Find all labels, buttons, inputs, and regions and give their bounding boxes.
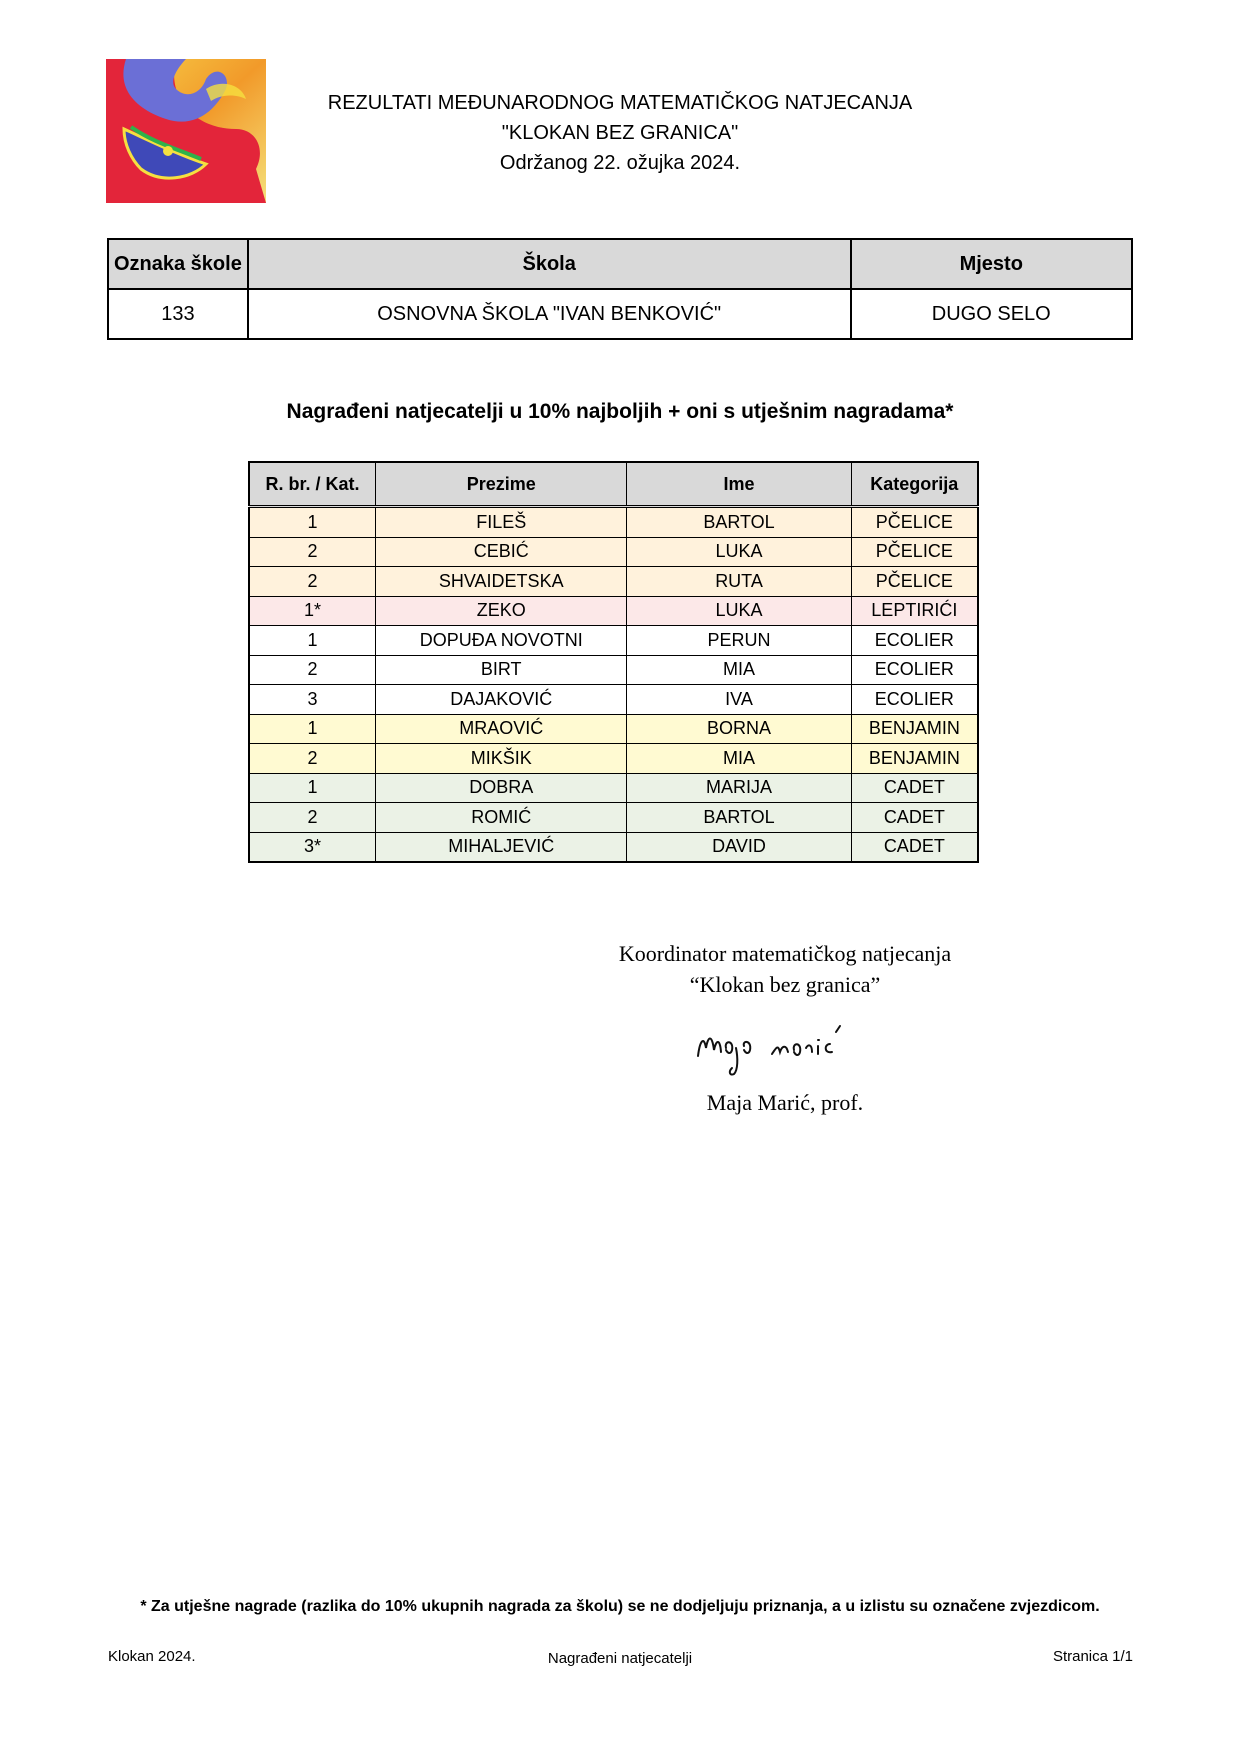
footer-center: Nagrađeni natjecatelji (547, 1650, 693, 1667)
school-name: OSNOVNA ŠKOLA "IVAN BENKOVIĆ" (248, 289, 851, 339)
table-row (249, 507, 978, 538)
table-row (249, 744, 978, 774)
category-cell: BENJAMIN (851, 714, 978, 744)
surname-cell: FILEŠ (376, 507, 627, 538)
header-school-code: Oznaka škole (108, 239, 248, 289)
category-cell: LEPTIRIĆI (851, 596, 978, 626)
category-cell: ECOLIER (851, 685, 978, 715)
first-name-cell: MIA (627, 655, 851, 685)
table-row (249, 685, 978, 715)
header-line-1: REZULTATI MEĐUNARODNOG MATEMATIČKOG NATJECANJA (327, 92, 913, 114)
rank-cell: 2 (249, 744, 376, 774)
table-row (249, 803, 978, 833)
document-header (300, 88, 940, 178)
category-cell: CADET (851, 832, 978, 862)
rank-cell: 2 (249, 537, 376, 567)
category-cell: PČELICE (851, 507, 978, 538)
first-name-cell: BORNA (627, 714, 851, 744)
rank-cell: 3 (249, 685, 376, 715)
first-name-cell: LUKA (627, 537, 851, 567)
table-row (249, 537, 978, 567)
handwritten-signature (690, 1018, 890, 1078)
header-school-name: Škola (248, 239, 851, 289)
table-row (249, 626, 978, 656)
rank-cell: 1 (249, 714, 376, 744)
surname-cell: DOPUĐA NOVOTNI (376, 626, 627, 656)
category-cell: CADET (851, 773, 978, 803)
section-title: Nagrađeni natjecatelji u 10% najboljih + oni s utješnim nagradama* (286, 400, 954, 423)
rank-cell: 2 (249, 567, 376, 597)
table-row (249, 596, 978, 626)
header-category: Kategorija (851, 462, 978, 507)
first-name-cell: MARIJA (627, 773, 851, 803)
winners-table (248, 461, 979, 863)
rank-cell: 1 (249, 626, 376, 656)
category-cell: BENJAMIN (851, 744, 978, 774)
rank-cell: 2 (249, 655, 376, 685)
footer-left: Klokan 2024. (108, 1648, 196, 1665)
category-cell: ECOLIER (851, 626, 978, 656)
first-name-cell: DAVID (627, 832, 851, 862)
winners-header-row (249, 462, 978, 507)
rank-cell: 1 (249, 507, 376, 538)
first-name-cell: BARTOL (627, 507, 851, 538)
first-name-cell: BARTOL (627, 803, 851, 833)
coordinator-line-1: Koordinator matematičkog natjecanja (618, 941, 952, 966)
table-row (249, 567, 978, 597)
coordinator-line-2: “Klokan bez granica” (689, 972, 881, 997)
surname-cell: CEBIĆ (376, 537, 627, 567)
category-cell: CADET (851, 803, 978, 833)
first-name-cell: MIA (627, 744, 851, 774)
school-table (107, 238, 1133, 340)
rank-cell: 2 (249, 803, 376, 833)
table-row (249, 773, 978, 803)
table-row (249, 832, 978, 862)
first-name-cell: LUKA (627, 596, 851, 626)
first-name-cell: PERUN (627, 626, 851, 656)
category-cell: PČELICE (851, 537, 978, 567)
table-row (249, 714, 978, 744)
category-cell: PČELICE (851, 567, 978, 597)
coordinator-title (560, 938, 1010, 1000)
first-name-cell: RUTA (627, 567, 851, 597)
surname-cell: MIHALJEVIĆ (376, 832, 627, 862)
surname-cell: DAJAKOVIĆ (376, 685, 627, 715)
category-cell: ECOLIER (851, 655, 978, 685)
coordinator-name: Maja Marić, prof. (706, 1090, 864, 1115)
rank-cell: 1 (249, 773, 376, 803)
footnote: * Za utješne nagrade (razlika do 10% ukupnih nagrada za školu) se ne dodjeljuju priznanja, a u izlistu su označene zvjezdicom. (140, 1598, 1100, 1615)
table-row (249, 655, 978, 685)
surname-cell: ZEKO (376, 596, 627, 626)
school-table-header-row (108, 239, 1132, 289)
footer-page-number: Stranica 1/1 (1052, 1648, 1133, 1665)
header-surname: Prezime (376, 462, 627, 507)
surname-cell: BIRT (376, 655, 627, 685)
surname-cell: MIKŠIK (376, 744, 627, 774)
header-first-name: Ime (627, 462, 851, 507)
school-table-row (108, 289, 1132, 339)
kangaroo-logo-icon (106, 59, 266, 203)
school-place: DUGO SELO (851, 289, 1132, 339)
surname-cell: SHVAIDETSKA (376, 567, 627, 597)
header-school-place: Mjesto (851, 239, 1132, 289)
surname-cell: MRAOVIĆ (376, 714, 627, 744)
first-name-cell: IVA (627, 685, 851, 715)
header-line-2: "KLOKAN BEZ GRANICA" (501, 122, 739, 144)
surname-cell: DOBRA (376, 773, 627, 803)
rank-cell: 1* (249, 596, 376, 626)
surname-cell: ROMIĆ (376, 803, 627, 833)
rank-cell: 3* (249, 832, 376, 862)
header-line-3: Održanog 22. ožujka 2024. (499, 152, 741, 174)
school-code: 133 (108, 289, 248, 339)
header-rank: R. br. / Kat. (249, 462, 376, 507)
